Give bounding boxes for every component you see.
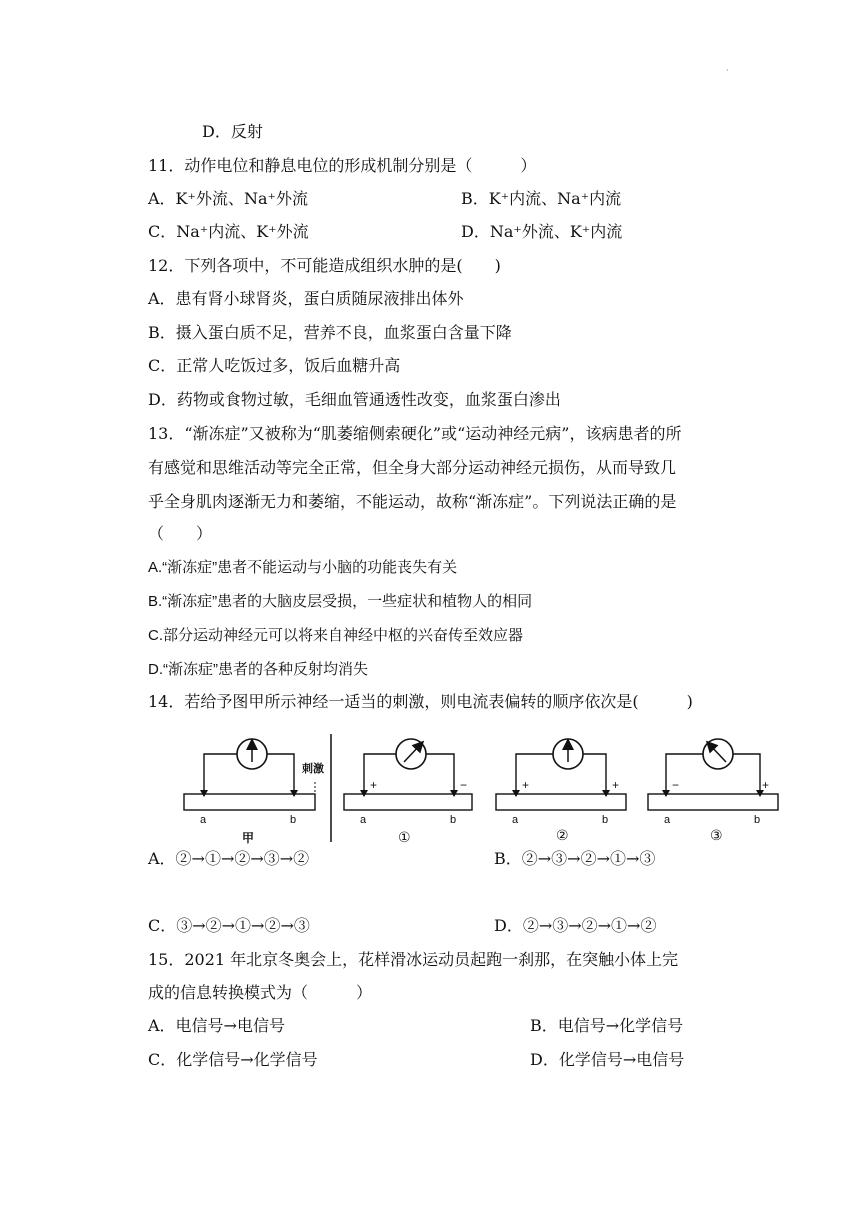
panel-jia (184, 739, 324, 845)
q11-option-a: A．K⁺外流、Na⁺外流 (148, 189, 308, 208)
wire-left (204, 754, 237, 796)
q13-stem-line-4: （ ） (148, 524, 213, 543)
minus-sign: − (672, 778, 680, 792)
q12-option-d: D．药物或食物过敏，毛细血管通透性改变，血浆蛋白渗出 (148, 390, 561, 409)
panel-label-jia: 甲 (242, 831, 255, 845)
plus-sign: + (522, 778, 530, 792)
q14-stem: 14．若给予图甲所示神经一适当的刺激，则电流表偏转的顺序依次是( ) (148, 692, 693, 711)
panel-label-2: ② (556, 827, 569, 843)
q12-stem: 12．下列各项中，不可能造成组织水肿的是( ) (148, 256, 501, 275)
plus-sign: + (762, 778, 770, 792)
stimulus-label: 刺激 (302, 763, 324, 775)
plus-sign: + (612, 778, 620, 792)
nerve-galvanometer-figure (176, 734, 782, 846)
panel-label-1: ① (398, 829, 411, 845)
q13-stem-line-1: 13．“渐冻症”又被称为“肌萎缩侧索硬化”或“运动神经元病”，该病患者的所 (148, 424, 682, 443)
q13-option-d: D.“渐冻症”患者的各种反射均消失 (148, 661, 368, 678)
q13-option-c: C.部分运动神经元可以将来自神经中枢的兴奋传至效应器 (148, 627, 524, 644)
nerve-fiber (344, 794, 472, 810)
point-b-label: b (754, 814, 761, 826)
q10-option-d: D．反射 (202, 122, 263, 141)
needle-right (404, 745, 420, 762)
q13-stem-line-2: 有感觉和思维活动等完全正常，但全身大部分运动神经元损伤，从而导致几 (148, 458, 677, 477)
q15-stem-line-1: 15．2021 年北京冬奥会上，花样滑冰运动员起跑一刹那，在突触小体上完 (148, 950, 679, 969)
nerve-fiber (648, 794, 778, 810)
point-b-label: b (450, 814, 457, 826)
nerve-fiber (496, 794, 626, 810)
q12-option-a: A．患有肾小球肾炎，蛋白质随尿液排出体外 (148, 289, 464, 308)
q13-option-a: A.“渐冻症”患者不能运动与小脑的功能丧失有关 (148, 559, 458, 576)
point-b-label: b (290, 814, 297, 826)
panel-1 (344, 739, 472, 845)
point-a-label: a (200, 814, 207, 826)
q14-option-b: B．②→③→②→①→③ (494, 849, 656, 868)
panel-2 (496, 739, 626, 843)
point-a-label: a (360, 814, 367, 826)
q11-option-c: C．Na⁺内流、K⁺外流 (148, 222, 309, 241)
panel-label-3: ③ (710, 827, 723, 843)
q11-option-b: B．K⁺内流、Na⁺内流 (461, 189, 622, 208)
q12-option-c: C．正常人吃饭过多，饭后血糖升高 (148, 356, 401, 375)
wire-right (267, 754, 294, 796)
q15-option-c: C．化学信号→化学信号 (148, 1050, 318, 1069)
plus-sign: + (370, 778, 378, 792)
needle-left (710, 745, 726, 762)
q15-option-d: D．化学信号→电信号 (530, 1050, 685, 1069)
q11-stem: 11．动作电位和静息电位的形成机制分别是（ ） (148, 156, 537, 175)
q12-option-b: B．摄入蛋白质不足，营养不良，血浆蛋白含量下降 (148, 323, 512, 342)
q15-stem-line-2: 成的信息转换模式为（ ） (148, 983, 373, 1002)
point-a-label: a (664, 814, 671, 826)
q14-option-a: A．②→①→②→③→② (148, 849, 310, 868)
point-b-label: b (602, 814, 609, 826)
q14-option-d: D．②→③→②→①→② (494, 916, 657, 935)
q15-option-b: B．电信号→化学信号 (530, 1016, 684, 1035)
q15-option-a: A．电信号→电信号 (148, 1016, 285, 1035)
q11-option-d: D．Na⁺外流、K⁺内流 (461, 222, 623, 241)
nerve-fiber (184, 794, 315, 810)
minus-sign: − (460, 778, 468, 792)
q13-stem-line-3: 乎全身肌肉逐渐无力和萎缩，不能运动，故称“渐冻症”。下列说法正确的是 (148, 492, 677, 511)
page-mark: · (726, 66, 729, 75)
panel-3 (648, 739, 778, 843)
q13-option-b: B.“渐冻症”患者的大脑皮层受损，一些症状和植物人的相同 (148, 593, 533, 610)
point-a-label: a (512, 814, 519, 826)
q14-option-c: C．③→②→①→②→③ (148, 916, 310, 935)
